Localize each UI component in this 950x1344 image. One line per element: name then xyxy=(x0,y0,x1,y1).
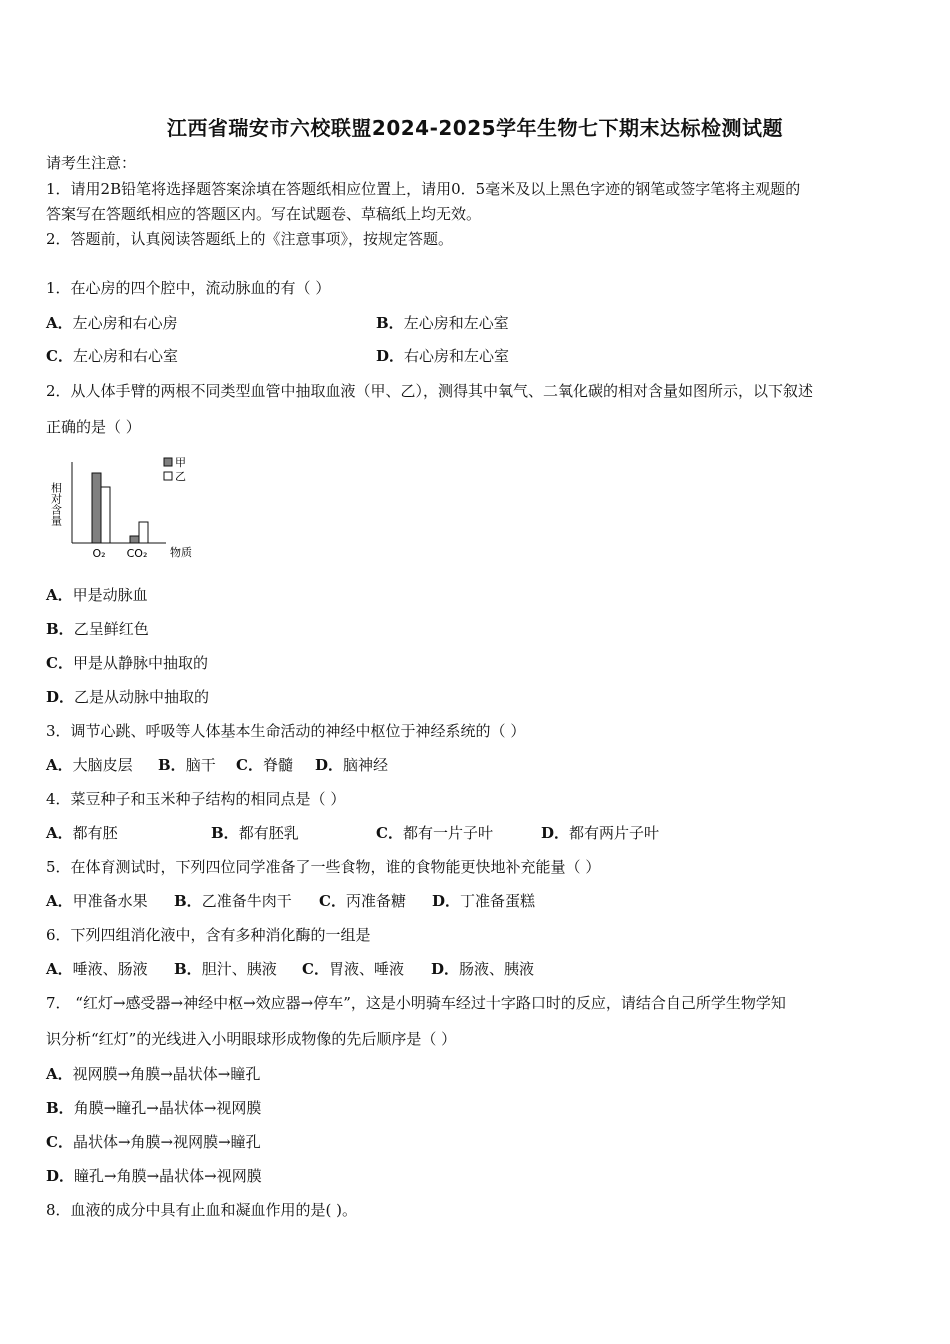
option-key: C． xyxy=(46,1133,73,1151)
option-text: 唾液、肠液 xyxy=(72,960,148,978)
option-key: B． xyxy=(46,620,74,638)
option-text: 瞳孔→角膜→晶状体→视网膜 xyxy=(74,1167,262,1185)
q6-option-d[interactable] xyxy=(431,958,534,979)
question-6-stem: 6．下列四组消化液中，含有多种消化酶的一组是 xyxy=(46,926,371,944)
question-7-stem: 7． “红灯→感受器→神经中枢→效应器→停车”，这是小明骑车经过十字路口时的反应，请结合自己所学生物学知 xyxy=(46,994,786,1012)
legend xyxy=(164,456,186,483)
option-key: B． xyxy=(211,824,239,842)
option-text: 都有胚 xyxy=(72,824,118,842)
q4-option-c[interactable] xyxy=(376,822,493,843)
option-text: 脑干 xyxy=(185,756,216,774)
option-text: 左心房和右心室 xyxy=(72,347,178,365)
option-key: B． xyxy=(174,960,202,978)
option-text: 都有两片子叶 xyxy=(569,824,660,842)
q3-option-a[interactable] xyxy=(46,754,133,775)
bar-乙-0 xyxy=(101,487,110,543)
option-key: A． xyxy=(46,314,73,332)
legend-swatch-yi xyxy=(164,472,172,480)
question-2-stem: 2．从人体手臂的两根不同类型血管中抽取血液（甲、乙），测得其中氧气、二氧化碳的相对含量如图所示，以下叙述 xyxy=(46,382,814,400)
option-key: D． xyxy=(315,756,344,774)
bar-甲-1 xyxy=(130,536,139,543)
y-axis-label: 相对含量 xyxy=(49,482,63,526)
q4-option-a[interactable] xyxy=(46,822,118,843)
option-key: B． xyxy=(158,756,186,774)
q2-option-a[interactable] xyxy=(46,584,148,605)
question-7-stem: 识分析“红灯”的光线进入小明眼球形成物像的先后顺序是（ ） xyxy=(46,1030,457,1048)
tick-group xyxy=(92,547,147,560)
option-key: D． xyxy=(376,347,405,365)
x-tick-label: CO₂ xyxy=(126,547,148,560)
q3-option-b[interactable] xyxy=(158,754,216,775)
option-text: 大脑皮层 xyxy=(72,756,133,774)
option-text: 晶状体→角膜→视网膜→瞳孔 xyxy=(72,1133,261,1151)
q1-option-d[interactable] xyxy=(376,345,509,366)
option-text: 都有一片子叶 xyxy=(402,824,493,842)
option-text: 丙准备糖 xyxy=(345,892,406,910)
option-key: D． xyxy=(46,1167,75,1185)
q2-option-d[interactable] xyxy=(46,686,209,707)
question-3-stem: 3．调节心跳、呼吸等人体基本生命活动的神经中枢位于神经系统的（ ） xyxy=(46,722,526,740)
question-1-stem: 1．在心房的四个腔中，流动脉血的有（ ） xyxy=(46,279,331,297)
q7-option-c[interactable] xyxy=(46,1131,261,1152)
option-key: D． xyxy=(431,960,460,978)
q3-option-d[interactable] xyxy=(315,754,388,775)
option-text: 乙呈鲜红色 xyxy=(73,620,149,638)
notice-line: 答案写在答题纸相应的答题区内。写在试题卷、草稿纸上均无效。 xyxy=(46,205,482,223)
option-text: 乙准备牛肉干 xyxy=(201,892,292,910)
bar-乙-1 xyxy=(139,522,148,543)
option-text: 甲准备水果 xyxy=(72,892,148,910)
page-title: 江西省瑞安市六校联盟2024-2025学年生物七下期末达标检测试题 xyxy=(166,116,784,140)
q2-option-c[interactable] xyxy=(46,652,208,673)
option-text: 甲是动脉血 xyxy=(72,586,148,604)
option-text: 右心房和左心室 xyxy=(404,347,510,365)
q5-option-c[interactable] xyxy=(319,890,406,911)
q1-option-b[interactable] xyxy=(376,312,509,333)
option-key: C． xyxy=(46,654,73,672)
x-axis-label: 物质 xyxy=(170,546,192,559)
option-text: 脊髓 xyxy=(262,756,293,774)
option-text: 肠液、胰液 xyxy=(459,960,535,978)
option-key: C． xyxy=(236,756,263,774)
option-key: D． xyxy=(46,688,75,706)
x-tick-label: O₂ xyxy=(92,547,106,560)
q6-option-a[interactable] xyxy=(46,958,148,979)
question-4-stem: 4．菜豆种子和玉米种子结构的相同点是（ ） xyxy=(46,790,346,808)
legend-label-yi: 乙 xyxy=(175,470,186,483)
q4-option-d[interactable] xyxy=(541,822,659,843)
q1-option-c[interactable] xyxy=(46,345,178,366)
gas-content-chart xyxy=(49,452,204,564)
q6-option-c[interactable] xyxy=(302,958,404,979)
option-key: A． xyxy=(46,892,73,910)
option-key: B． xyxy=(376,314,404,332)
option-text: 丁准备蛋糕 xyxy=(460,892,536,910)
option-text: 都有胚乳 xyxy=(238,824,299,842)
option-key: A． xyxy=(46,586,73,604)
option-key: B． xyxy=(174,892,202,910)
q3-option-c[interactable] xyxy=(236,754,293,775)
q4-option-b[interactable] xyxy=(211,822,299,843)
notice-heading: 请考生注意： xyxy=(46,154,137,172)
option-text: 角膜→瞳孔→晶状体→视网膜 xyxy=(73,1099,262,1117)
option-key: C． xyxy=(376,824,403,842)
option-text: 胃液、唾液 xyxy=(328,960,404,978)
option-key: C． xyxy=(46,347,73,365)
option-key: A． xyxy=(46,1065,73,1083)
legend-swatch-jia xyxy=(164,458,172,466)
option-text: 脑神经 xyxy=(343,756,389,774)
bar-group xyxy=(92,473,148,543)
bar-甲-0 xyxy=(92,473,101,543)
notice-line: 1．请用2B铅笔将选择题答案涂填在答题纸相应位置上，请用0．5毫米及以上黑色字迹的钢笔或签字笔将主观题的 xyxy=(46,180,801,198)
option-key: A． xyxy=(46,756,73,774)
question-5-stem: 5．在体育测试时，下列四位同学准备了一些食物，谁的食物能更快地补充能量（ ） xyxy=(46,858,601,876)
notice-line: 2．答题前，认真阅读答题纸上的《注意事项》，按规定答题。 xyxy=(46,230,454,248)
option-key: B． xyxy=(46,1099,74,1117)
option-key: C． xyxy=(302,960,329,978)
q7-option-b[interactable] xyxy=(46,1097,261,1118)
option-text: 乙是从动脉中抽取的 xyxy=(74,688,210,706)
option-text: 左心房和右心房 xyxy=(72,314,178,332)
legend-label-jia: 甲 xyxy=(175,456,186,469)
option-text: 胆汁、胰液 xyxy=(201,960,277,978)
option-text: 左心房和左心室 xyxy=(403,314,509,332)
option-text: 甲是从静脉中抽取的 xyxy=(72,654,208,672)
q5-option-d[interactable] xyxy=(432,890,535,911)
question-8-stem: 8．血液的成分中具有止血和凝血作用的是( )。 xyxy=(46,1201,358,1219)
q1-option-a[interactable] xyxy=(46,312,178,333)
q7-option-d[interactable] xyxy=(46,1165,262,1186)
option-text: 视网膜→角膜→晶状体→瞳孔 xyxy=(72,1065,261,1083)
option-key: A． xyxy=(46,824,73,842)
q5-option-a[interactable] xyxy=(46,890,148,911)
q2-option-b[interactable] xyxy=(46,618,149,639)
option-key: A． xyxy=(46,960,73,978)
q5-option-b[interactable] xyxy=(174,890,292,911)
question-2-stem: 正确的是（ ） xyxy=(46,418,141,436)
q6-option-b[interactable] xyxy=(174,958,277,979)
option-key: C． xyxy=(319,892,346,910)
q7-option-a[interactable] xyxy=(46,1063,260,1084)
option-key: D． xyxy=(541,824,570,842)
option-key: D． xyxy=(432,892,461,910)
